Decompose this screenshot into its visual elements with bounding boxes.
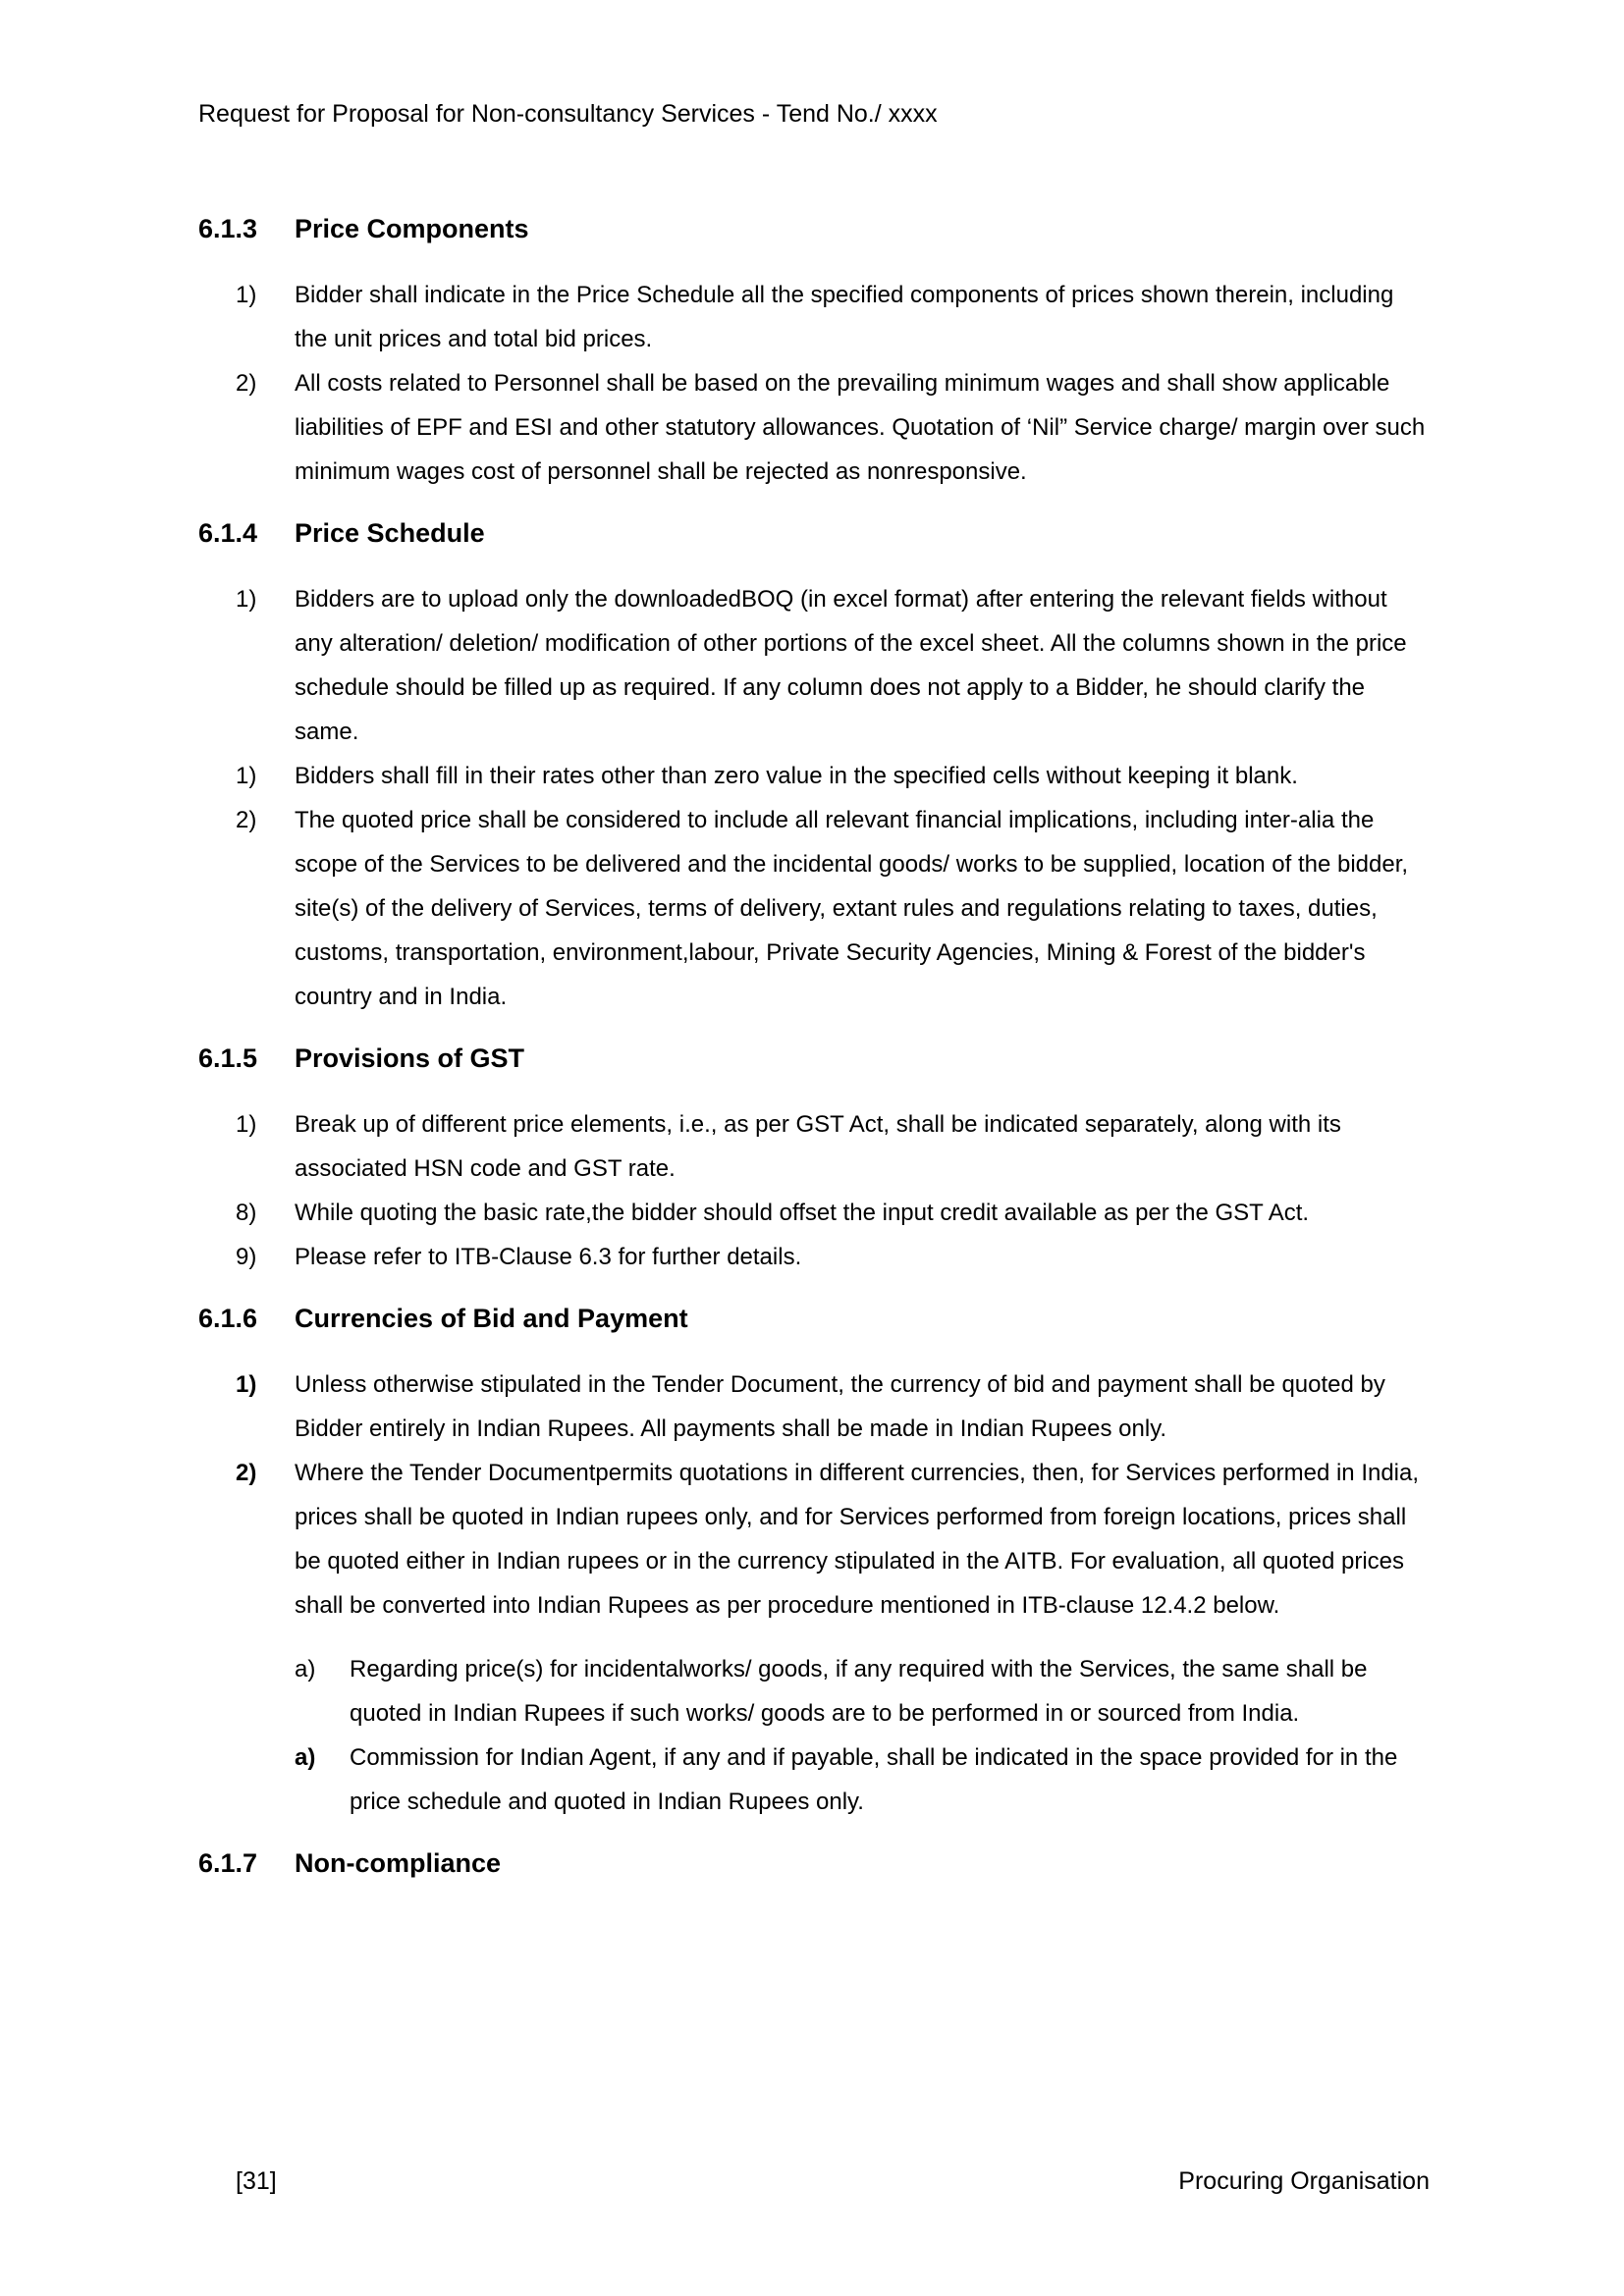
list-item-text: All costs related to Personnel shall be based on the prevailing minimum wages and shall show applicable liabilities of EPF and ESI and other statutory allowances. Quotation of ‘Nil” Service charge/ margin over such minimum wages cost of personnel shall be rejected as nonresponsive. bbox=[295, 370, 1426, 485]
sub-item-marker: a) bbox=[295, 1656, 316, 1682]
section-number: 6.1.5 bbox=[198, 1043, 258, 1073]
section-title: Price Schedule bbox=[295, 518, 485, 548]
list-item-marker: 1) bbox=[236, 763, 257, 789]
section-heading bbox=[198, 1842, 1430, 1886]
list-item-marker: 1) bbox=[236, 586, 257, 613]
list-item-marker: 1) bbox=[236, 1371, 257, 1398]
list-item-text: While quoting the basic rate,the bidder should offset the input credit available as per the GST Act. bbox=[295, 1200, 1310, 1226]
list-item bbox=[198, 273, 1430, 361]
list-item-text: Bidders are to upload only the downloadedBOQ (in excel format) after entering the relevant fields without any alteration/ deletion/ modification of other portions of the excel sheet. All the columns shown in the price schedule should be filled up as required. If any column does not apply to a Bidder, he should clarify the same. bbox=[295, 586, 1407, 745]
list-item-text: Break up of different price elements, i.e., as per GST Act, shall be indicated separately, along with its associated HSN code and GST rate. bbox=[295, 1111, 1341, 1182]
list-item-marker: 8) bbox=[236, 1200, 257, 1226]
list-item bbox=[198, 754, 1430, 798]
sub-item-marker: a) bbox=[295, 1744, 316, 1771]
section-heading bbox=[198, 207, 1430, 251]
section-number: 6.1.6 bbox=[198, 1304, 258, 1333]
list-item-text: Unless otherwise stipulated in the Tender Document, the currency of bid and payment shall be quoted by Bidder entirely in Indian Rupees. All payments shall be made in Indian Rupees only. bbox=[295, 1371, 1385, 1442]
list-item bbox=[198, 798, 1430, 1019]
document-body bbox=[198, 207, 1430, 1907]
list-item-text: Please refer to ITB-Clause 6.3 for further details. bbox=[295, 1244, 802, 1270]
sub-list-item bbox=[198, 1647, 1430, 1735]
list-item-marker: 9) bbox=[236, 1244, 257, 1270]
list-item-text: The quoted price shall be considered to include all relevant financial implications, including inter-alia the scope of the Services to be delivered and the incidental goods/ works to be supplied, location of the bidder, site(s) of the delivery of Services, terms of delivery, extant rules and regulations relating to taxes, duties, customs, transportation, environment,labour, Private Security Agencies, Mining & Forest of the bidder's country and in India. bbox=[295, 807, 1409, 1010]
page-number: [31] bbox=[236, 2167, 277, 2195]
section-heading bbox=[198, 1297, 1430, 1341]
list-item bbox=[198, 1451, 1430, 1628]
header-title: Request for Proposal for Non-consultancy Services - Tend No./ xxxx bbox=[198, 100, 938, 128]
list-item-text: Where the Tender Documentpermits quotations in different currencies, then, for Services performed in India, prices shall be quoted in Indian rupees only, and for Services performed from foreign locations, prices shall be quoted either in Indian rupees or in the currency stipulated in the AITB. For evaluation, all quoted prices shall be converted into Indian Rupees as per procedure mentioned in ITB-clause 12.4.2 below. bbox=[295, 1460, 1420, 1619]
section-title: Price Components bbox=[295, 214, 529, 243]
footer-organisation: Procuring Organisation bbox=[1178, 2167, 1430, 2195]
list-item-text: Bidders shall fill in their rates other than zero value in the specified cells without keeping it blank. bbox=[295, 763, 1298, 789]
list-item bbox=[198, 1235, 1430, 1279]
list-item bbox=[198, 1102, 1430, 1191]
list-item-marker: 2) bbox=[236, 807, 257, 833]
section-number: 6.1.7 bbox=[198, 1848, 258, 1878]
list-item-marker: 1) bbox=[236, 1111, 257, 1138]
section-number: 6.1.4 bbox=[198, 518, 258, 548]
list-item bbox=[198, 1362, 1430, 1451]
sub-list bbox=[198, 1647, 1430, 1824]
list-item bbox=[198, 577, 1430, 754]
list-item-marker: 1) bbox=[236, 282, 257, 308]
document-header bbox=[198, 98, 938, 130]
list-item-text: Bidder shall indicate in the Price Schedule all the specified components of prices shown therein, including the unit prices and total bid prices. bbox=[295, 282, 1394, 352]
document-footer bbox=[198, 2165, 1430, 2197]
list-item bbox=[198, 1191, 1430, 1235]
section-number: 6.1.3 bbox=[198, 214, 258, 243]
sub-item-text: Commission for Indian Agent, if any and if payable, shall be indicated in the space provided for in the price schedule and quoted in Indian Rupees only. bbox=[350, 1744, 1398, 1815]
section-title: Provisions of GST bbox=[295, 1043, 525, 1073]
section-heading bbox=[198, 1037, 1430, 1081]
section-heading bbox=[198, 511, 1430, 556]
list-item bbox=[198, 361, 1430, 494]
section-title: Non-compliance bbox=[295, 1848, 502, 1878]
sub-list-item bbox=[198, 1735, 1430, 1824]
section-title: Currencies of Bid and Payment bbox=[295, 1304, 688, 1333]
list-item-marker: 2) bbox=[236, 1460, 257, 1486]
list-item-marker: 2) bbox=[236, 370, 257, 397]
sub-item-text: Regarding price(s) for incidentalworks/ goods, if any required with the Services, the same shall be quoted in Indian Rupees if such works/ goods are to be performed in or sourced from India. bbox=[350, 1656, 1368, 1727]
